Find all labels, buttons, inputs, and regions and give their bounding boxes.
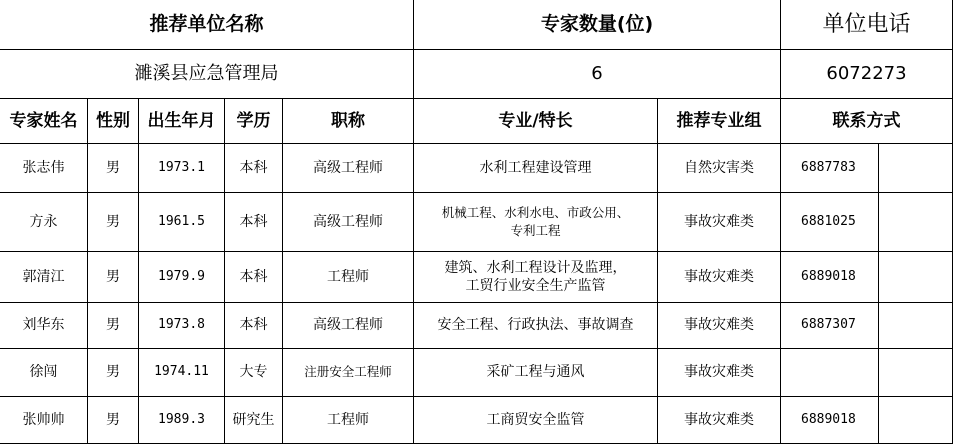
specialty-line: 水利工程建设管理: [479, 159, 592, 176]
expert-gender: 男: [106, 364, 120, 381]
expert-group: 事故灾难类: [684, 317, 754, 334]
col-header-specialty: 专业/特长: [498, 110, 573, 131]
org-phone-value: 6072273: [826, 62, 907, 84]
expert-specialty: [414, 349, 657, 396]
expert-group: 事故灾难类: [684, 268, 754, 285]
expert-birth: 1973.8: [158, 317, 205, 333]
specialty-line: 专利工程: [510, 223, 561, 238]
specialty-line: 工贸行业安全生产监管: [465, 278, 606, 294]
org-phone-header: 单位电话: [822, 11, 911, 37]
expert-title: 注册安全工程师: [304, 364, 392, 380]
expert-title: 高级工程师: [313, 213, 383, 230]
expert-birth: 1973.1: [158, 159, 205, 175]
expert-birth: 1974.11: [154, 364, 209, 380]
expert-education: 本科: [239, 159, 268, 176]
specialty-line: 采矿工程与通风: [486, 364, 585, 381]
col-header-gender: 性别: [96, 110, 130, 131]
expert-name: 刘华东: [22, 317, 65, 334]
expert-education: 本科: [239, 268, 268, 285]
col-header-education: 学历: [236, 110, 271, 131]
expert-name: 张志伟: [22, 159, 65, 176]
specialty-line: 工商贸安全监管: [486, 411, 585, 428]
expert-education: 研究生: [232, 411, 275, 428]
expert-gender: 男: [106, 411, 120, 428]
expert-group: 自然灾害类: [684, 159, 754, 176]
expert-education: 大专: [239, 364, 268, 381]
expert-education: 本科: [239, 213, 268, 230]
col-header-birth: 出生年月: [147, 110, 216, 131]
specialty-line: 机械工程、水利水电、市政公用、: [441, 204, 630, 220]
expert-group: 事故灾难类: [684, 213, 754, 230]
col-header-group: 推荐专业组: [676, 110, 762, 131]
expert-gender: 男: [106, 268, 120, 285]
expert-name: 徐闯: [29, 364, 58, 381]
expert-specialty: [414, 397, 657, 443]
expert-name: 方永: [29, 213, 58, 230]
col-header-title: 职称: [331, 110, 365, 131]
expert-name: 张帅帅: [22, 411, 65, 428]
expert-count-header: 专家数量(位): [540, 12, 654, 35]
expert-specialty: [414, 193, 657, 251]
expert-gender: 男: [106, 213, 120, 230]
expert-title: 高级工程师: [313, 317, 383, 334]
expert-education: 本科: [239, 317, 268, 334]
expert-gender: 男: [106, 317, 120, 334]
col-header-name: 专家姓名: [9, 110, 78, 131]
expert-specialty: [414, 252, 657, 302]
expert-contact: 6887307: [801, 317, 856, 333]
expert-birth: 1989.3: [158, 411, 205, 427]
expert-title: 工程师: [327, 411, 369, 428]
org-name-header: 推荐单位名称: [149, 12, 264, 35]
expert-contact: 6887783: [801, 159, 856, 175]
expert-title: 工程师: [327, 268, 369, 285]
col-header-contact: 联系方式: [832, 110, 901, 131]
row-divider: [0, 443, 953, 444]
org-name-value: 濉溪县应急管理局: [134, 62, 279, 84]
expert-birth: 1979.9: [158, 268, 205, 284]
expert-name: 郭清江: [22, 268, 65, 285]
expert-birth: 1961.5: [158, 213, 205, 229]
expert-specialty: [414, 144, 657, 192]
expert-contact: 6889018: [801, 411, 856, 427]
col-divider: [878, 143, 879, 444]
specialty-line: 安全工程、行政执法、事故调查: [437, 317, 634, 334]
expert-specialty: [414, 303, 657, 348]
expert-count-value: 6: [591, 62, 603, 84]
specialty-line: 建筑、水利工程设计及监理，: [444, 259, 627, 276]
expert-title: 高级工程师: [313, 159, 383, 176]
expert-contact: 6881025: [801, 213, 856, 229]
expert-gender: 男: [106, 159, 120, 176]
expert-contact: 6889018: [801, 268, 856, 284]
expert-group: 事故灾难类: [684, 411, 754, 428]
expert-group: 事故灾难类: [684, 364, 754, 381]
expert-contact: [781, 349, 878, 396]
